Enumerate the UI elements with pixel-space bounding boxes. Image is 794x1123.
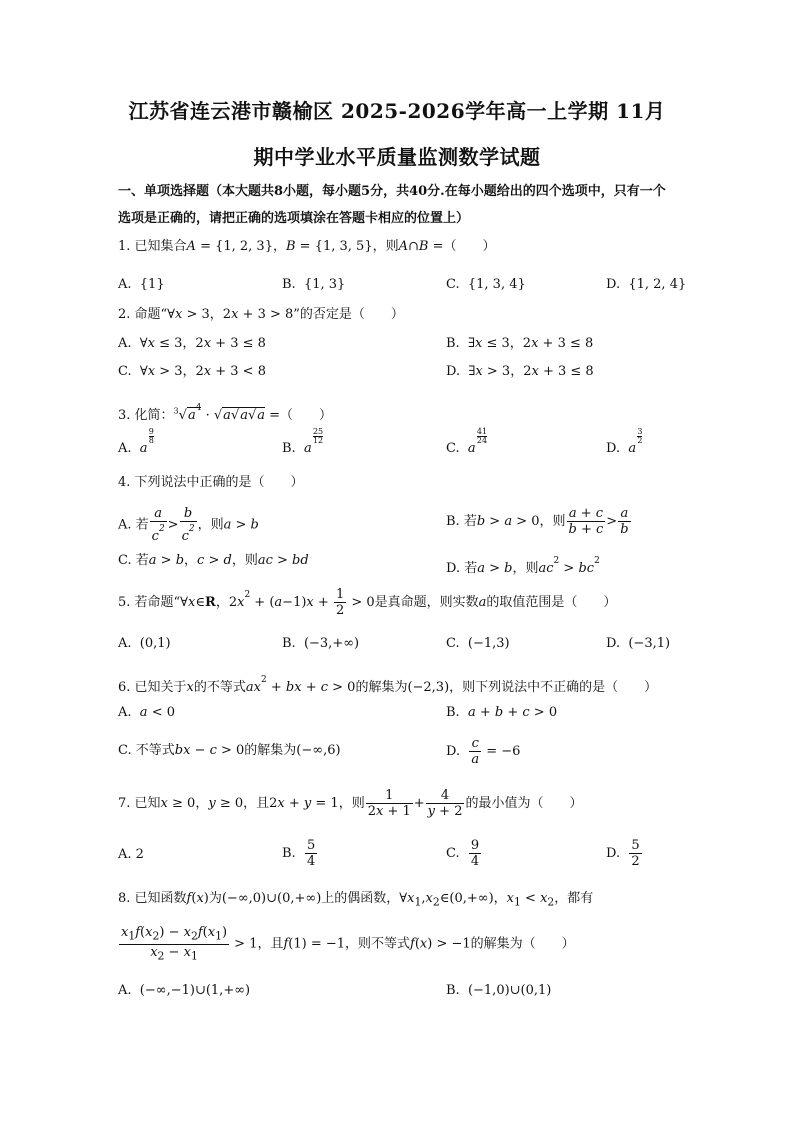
question-7-option-c[interactable]: C. $\frac{9}{4}$ — [446, 838, 480, 869]
question-7-option-b[interactable]: B. $\frac{5}{4}$ — [282, 838, 316, 869]
question-3: 3. 化简：$^3√a^4 \cdot √a√a√a$ =（ ） — [118, 403, 333, 423]
question-1-number: 1. — [118, 239, 131, 254]
question-3-option-b[interactable]: B. a 25 12 — [282, 427, 324, 456]
question-8-option-b[interactable]: B. (−1,0)∪(0,1) — [446, 983, 552, 998]
question-5-number: 5. — [118, 595, 131, 610]
question-8-continued: $\frac{x_1f(x_2) - x_2f(x_1)}{x_2 - x_1}$ > 1，且f(1) = −1，则不等式f(x) > −1的解集为（ ） — [121, 925, 575, 963]
question-5-option-c[interactable]: C. (−1,3) — [446, 636, 510, 651]
question-1-option-d[interactable]: D. {1, 2, 4} — [606, 277, 687, 292]
question-2: 2. 命题“∀x > 3，2x + 3 > 8”的否定是（ ） — [118, 307, 404, 322]
question-6: 6. 已知关于x的不等式$ax^2$ + bx + c > 0的解集为(−2,3)，则下列说法中不正确的是（ ） — [118, 675, 658, 695]
question-6-option-a[interactable]: A. a < 0 — [118, 705, 175, 720]
question-2-option-a[interactable]: A. ∀x ≤ 3，2x + 3 ≤ 8 — [118, 336, 266, 351]
question-1-option-a[interactable]: A. {1} — [118, 277, 165, 292]
document-title-line-2: 期中学业水平质量监测数学试题 — [253, 145, 541, 169]
question-6-option-c[interactable]: C. 不等式bx − c > 0的解集为(−∞,6) — [118, 743, 341, 758]
question-7-number: 7. — [118, 796, 131, 811]
question-7: 7. 已知x ≥ 0，y ≥ 0，且2x + y = 1，则 $\frac{1}{2x + 1}$ + $\frac{4}{y + 2}$ 的最小值为（ ） — [118, 788, 583, 819]
question-3-option-d[interactable]: D. a 3 2 — [606, 427, 643, 456]
question-3-option-a[interactable]: A. a 9 8 — [118, 427, 154, 456]
question-4: 4. 下列说法中正确的是（ ） — [118, 475, 304, 490]
question-2-option-d[interactable]: D. ∃x > 3，2x + 3 ≤ 8 — [446, 364, 594, 379]
question-8-number: 8. — [118, 891, 131, 906]
question-4-number: 4. — [118, 475, 131, 490]
question-4-option-c[interactable]: C. 若a > b，c > d，则ac > bd — [118, 553, 309, 568]
question-5-option-b[interactable]: B. (−3,+∞) — [282, 636, 360, 651]
question-8: 8. 已知函数f(x)为(−∞,0)∪(0,+∞)上的偶函数，$\forall x_1,x_2\in(0,+\infty)$，$x_1 < x_2$，都有 — [118, 891, 594, 909]
question-1-option-c[interactable]: C. {1, 3, 4} — [446, 277, 526, 292]
section-heading: 一、单项选择题（本大题共8小题，每小题5分，共40分.在每小题给出的四个选项中，只有一个选项是正确的，请把正确的选项填涂在答题卡相应的位置上） — [118, 184, 666, 226]
question-6-number: 6. — [118, 680, 131, 695]
question-6-option-b[interactable]: B. a + b + c > 0 — [446, 705, 558, 720]
question-8-option-a[interactable]: A. (−∞,−1)∪(1,+∞) — [118, 983, 251, 998]
document-title-line-1: 江苏省连云港市赣榆区 2025-2026学年高一上学期 11月 — [128, 99, 666, 123]
question-5-option-a[interactable]: A. (0,1) — [118, 636, 171, 651]
question-7-option-d[interactable]: D. $\frac{5}{2}$ — [606, 838, 640, 869]
question-2-option-c[interactable]: C. ∀x > 3，2x + 3 < 8 — [118, 364, 266, 379]
question-3-number: 3. — [118, 408, 131, 423]
question-2-number: 2. — [118, 307, 131, 322]
question-4-option-b[interactable]: B. 若b > a > 0，则 $\frac{a + c}{b + c}$ > $\frac{a}{b}$ — [446, 506, 629, 537]
question-4-option-a[interactable]: A. 若 $\frac{a}{c^2}$ > $\frac{b}{c^2}$ ，则a > b — [118, 506, 259, 544]
question-7-option-a[interactable]: A. 2 — [118, 847, 144, 862]
question-5-option-d[interactable]: D. (−3,1) — [606, 636, 671, 651]
question-1: 1. 已知集合A = {1, 2, 3}，B = {1, 3, 5}，则A∩B =（ ） — [118, 239, 496, 254]
question-3-option-c[interactable]: C. a 41 24 — [446, 427, 488, 456]
question-2-option-b[interactable]: B. ∃x ≤ 3，2x + 3 ≤ 8 — [446, 336, 594, 351]
question-1-option-b[interactable]: B. {1, 3} — [282, 277, 346, 292]
question-5: 5. 若命题“∀x∈R，$2x^2 + (a-1)x$ + $\frac{1}{2}$ > 0是真命题，则实数a的取值范围是（ ） — [118, 587, 617, 618]
question-6-option-d[interactable]: D. $\frac{c}{a}$ = −6 — [446, 736, 521, 767]
question-4-option-d[interactable]: D. 若a > b，则$ac^2 > bc^2$ — [446, 556, 600, 576]
